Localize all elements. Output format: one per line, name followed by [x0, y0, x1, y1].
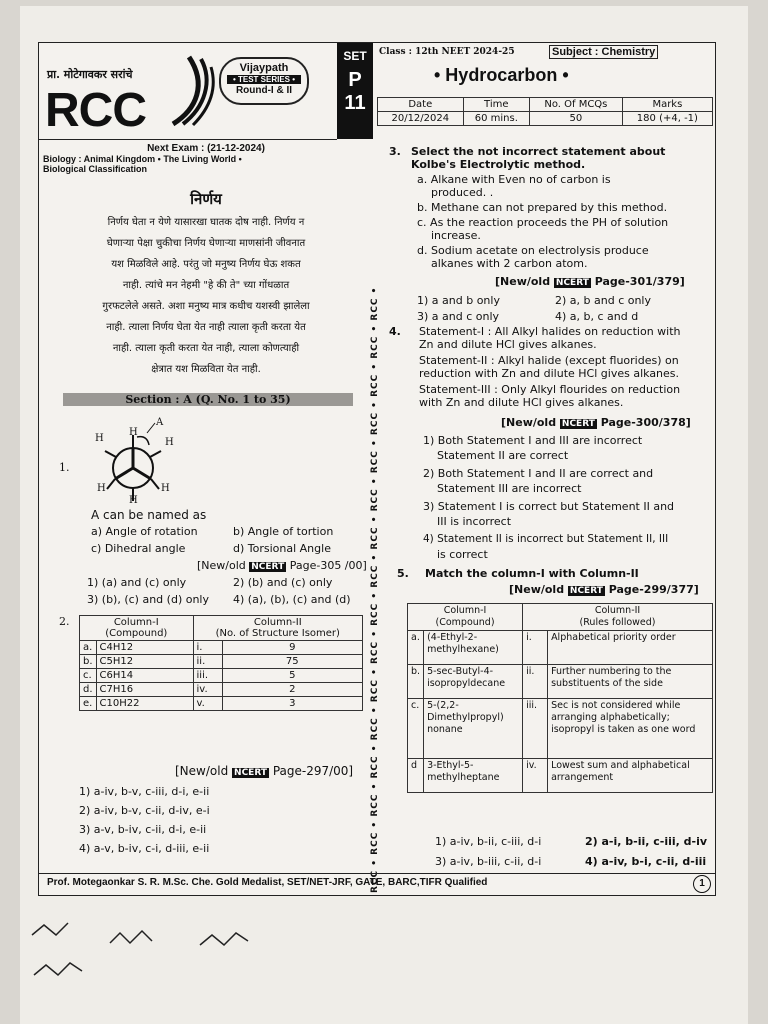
q1-option: c) Dihedral angle — [91, 542, 186, 555]
q1-answer: 3) (b), (c) and (d) only — [87, 593, 209, 606]
brand-logo: RCC — [45, 84, 146, 137]
newman-label-a: A — [156, 417, 164, 428]
q2-answer: 2) a-iv, b-v, c-ii, d-iv, e-i — [79, 804, 210, 817]
topic-title: • Hydrocarbon • — [434, 65, 569, 85]
q4-answer: Statement III are incorrect — [423, 482, 582, 495]
row-compound: C10H22 — [96, 697, 193, 711]
quote-title: निर्णय — [190, 190, 222, 208]
q1-option: b) Angle of tortion — [233, 525, 334, 538]
q5-col1-head — [408, 604, 523, 631]
quote-line: निर्णय घेता न येणे यासारखा घातक दोष नाही. निर्णय न — [107, 217, 305, 228]
info-mcqs: 50 — [530, 112, 623, 126]
q4-statement: Statement-II : Alkyl halide (except fluorides) on — [419, 354, 679, 367]
ncert-badge: NCERT — [555, 278, 589, 288]
row-letter: e. — [80, 697, 97, 711]
ncert-badge: NCERT — [234, 768, 267, 778]
table-row — [408, 699, 713, 759]
rcc-divider-strip: RCC • RCC • RCC • RCC • RCC • RCC • RCC • RCC • RCC • RCC • RCC • RCC • RCC • RCC • RCC • RCC • — [370, 286, 380, 893]
row-rule: Further numbering to the substituents of the side — [548, 665, 713, 699]
q4-answer: III is incorrect — [423, 515, 512, 528]
series-badge — [219, 57, 309, 105]
q2-col1-title: Column-I — [113, 617, 159, 628]
q1-answer: 2) (b) and (c) only — [233, 576, 333, 589]
q4-statement: with Zn and dilute HCl gives alkanes. — [419, 396, 624, 409]
row-letter: a. — [408, 631, 424, 665]
section-title: Section : A (Q. No. 1 to 35) — [63, 393, 353, 406]
q4-number: 4. — [389, 325, 401, 338]
q1-option: d) Torsional Angle — [233, 542, 331, 555]
info-marks: 180 (+4, -1) — [622, 112, 712, 126]
next-exam — [43, 143, 369, 174]
row-value: 5 — [222, 669, 362, 683]
q5-answer: 4) a-iv, b-i, c-ii, d-iii — [585, 855, 707, 868]
q5-col2-head — [523, 604, 713, 631]
q3-number: 3. — [389, 145, 401, 158]
row-compound: C7H16 — [96, 683, 193, 697]
q2-col2-head — [193, 616, 362, 641]
newman-label-h: H — [165, 437, 174, 448]
quote-block — [43, 189, 369, 380]
q4-answer: 3) Statement I is correct but Statement II and — [423, 500, 675, 513]
table-row — [80, 683, 363, 697]
newman-projection-diagram — [89, 413, 209, 513]
quote-line: नाही. त्यांचे मन नेहमी "हे की ते" च्या गोंधळात — [122, 280, 290, 291]
q3-answer: 2) a, b and c only — [555, 294, 652, 307]
row-roman: iii. — [523, 699, 548, 759]
q4-answer: is correct — [423, 548, 488, 561]
ncert-badge: NCERT — [569, 586, 603, 596]
next-exam-line2: Biological Classification — [43, 164, 148, 174]
q5-answer: 1) a-iv, b-ii, c-iii, d-i — [435, 835, 542, 848]
row-letter: d. — [80, 683, 97, 697]
set-number: 11 — [344, 92, 366, 114]
q3-stem: Kolbe's Electrolytic method. — [411, 158, 586, 171]
class-label: Class : 12th NEET 2024-25 — [379, 47, 515, 57]
row-letter: b. — [80, 655, 97, 669]
q4-statement: Zn and dilute HCl gives alkanes. — [419, 338, 597, 351]
row-compound: C6H14 — [96, 669, 193, 683]
row-roman: iv. — [193, 683, 222, 697]
quote-line: यश मिळविले आहे. परंतु जो मनुष्य निर्णय घेऊ शकत — [111, 259, 301, 270]
ncert-badge: NCERT — [561, 419, 595, 429]
series-round: Round-I & II — [235, 85, 293, 96]
q3-option: increase. — [417, 229, 481, 242]
q5-answer: 3) a-iv, b-iii, c-ii, d-i — [435, 855, 542, 868]
set-label: SET — [343, 49, 367, 63]
newman-label-h: H — [95, 433, 104, 444]
set-block — [337, 43, 373, 139]
ref-pre: [New/old — [197, 559, 246, 572]
row-value: 75 — [222, 655, 362, 669]
info-date: 20/12/2024 — [378, 112, 464, 126]
q2-col2-title: Column-II — [253, 617, 302, 628]
exam-info-table — [377, 97, 713, 126]
q2-answer: 4) a-v, b-iv, c-i, d-iii, e-ii — [79, 842, 210, 855]
row-compound: C4H12 — [96, 641, 193, 655]
q4-answer: 4) Statement II is incorrect but Statement II, III — [423, 533, 669, 545]
ref-pre: [New/old — [175, 764, 229, 778]
question-sheet — [38, 42, 716, 896]
info-time: 60 mins. — [463, 112, 529, 126]
q3-option: d. Sodium acetate on electrolysis produce — [417, 244, 649, 257]
row-letter: c. — [80, 669, 97, 683]
row-roman: ii. — [523, 665, 548, 699]
footer-text: Prof. Motegaonkar S. R. M.Sc. Che. Gold Medalist, SET/NET-JRF, GATE, BARC,TIFR Qualified — [47, 877, 488, 888]
newman-label-h: H — [161, 483, 170, 494]
row-roman: v. — [193, 697, 222, 711]
q1-answer: 1) (a) and (c) only — [87, 576, 187, 589]
table-row — [80, 655, 363, 669]
page-number: 1 — [693, 875, 711, 893]
ref-pre: [New/old — [501, 416, 557, 429]
ref-post: Page-305 /00] — [289, 559, 367, 572]
q3-stem: Select the not incorrect statement about — [411, 145, 666, 158]
ref-post: Page-301/379] — [594, 275, 685, 288]
quote-line: घेणाऱ्या पेक्षा चुकीचा निर्णय घेणाऱ्या माणसांनी जीवनात — [106, 238, 306, 249]
q5-number: 5. — [397, 567, 409, 580]
quote-line: नाही. त्याला कृती करता येत नाही, त्याला कोणत्याही — [112, 343, 300, 354]
next-exam-line1: Biology : Animal Kingdom • The Living World • — [43, 154, 242, 164]
row-letter: b. — [408, 665, 424, 699]
brand-marathi: प्रा. मोटेगावकर सरांचे — [47, 68, 133, 81]
q4-reference — [501, 416, 691, 432]
q5-stem: Match the column-I with Column-II — [425, 567, 639, 580]
ref-post: Page-300/378] — [600, 416, 691, 429]
info-head-mcqs: No. Of MCQs — [530, 98, 623, 112]
row-compound: C5H12 — [96, 655, 193, 669]
row-value: 2 — [222, 683, 362, 697]
row-roman: i. — [523, 631, 548, 665]
series-top: Vijaypath — [239, 62, 289, 74]
q2-col1-head — [80, 616, 194, 641]
q5-answer: 2) a-i, b-ii, c-iii, d-iv — [585, 835, 708, 848]
row-compound: 5-sec-Butyl-4-isopropyldecane — [424, 665, 523, 699]
ref-post: Page-299/377] — [608, 583, 699, 596]
q5-col1-title: Column-I — [443, 605, 487, 616]
row-compound: 5-(2,2-Dimethylpropyl) nonane — [424, 699, 523, 759]
q5-col2-sub: (Rules followed) — [579, 617, 656, 628]
q3-option: a. Alkane with Even no of carbon is — [417, 173, 611, 186]
footer-bar — [39, 873, 715, 894]
row-letter: c. — [408, 699, 424, 759]
q3-answer: 1) a and b only — [417, 294, 500, 307]
next-exam-title: Next Exam : (21-12-2024) — [147, 143, 265, 154]
q3-option: b. Methane can not prepared by this method. — [417, 201, 668, 214]
q2-col1-sub: (Compound) — [105, 628, 168, 639]
q1-number: 1. — [59, 461, 70, 474]
quote-line: गुरफटलेले असते. अशा मनुष्य मात्र कधीच यशस्वी झालेला — [102, 301, 310, 312]
info-head-marks: Marks — [622, 98, 712, 112]
q3-reference — [495, 275, 685, 291]
q1-option: a) Angle of rotation — [91, 525, 198, 538]
q2-col2-sub: (No. of Structure Isomer) — [215, 628, 340, 639]
row-rule: Lowest sum and alphabetical arrangement — [548, 759, 713, 793]
row-roman: iv. — [523, 759, 548, 793]
q2-table — [79, 615, 363, 711]
ncert-badge: NCERT — [251, 562, 285, 572]
q1-stem: A can be named as — [91, 508, 207, 522]
q5-col2-title: Column-II — [594, 605, 641, 616]
table-row — [408, 759, 713, 793]
ref-pre: [New/old — [495, 275, 551, 288]
q2-answer: 1) a-iv, b-v, c-iii, d-i, e-ii — [79, 785, 210, 798]
row-value: 9 — [222, 641, 362, 655]
row-roman: iii. — [193, 669, 222, 683]
q3-option: c. As the reaction proceeds the PH of solution — [417, 216, 669, 229]
newman-label-h: H — [129, 495, 138, 506]
set-letter: P — [348, 69, 362, 91]
table-row — [80, 641, 363, 655]
q4-answer: 1) Both Statement I and III are incorrect — [423, 434, 643, 447]
table-row — [408, 631, 713, 665]
q5-reference — [509, 583, 699, 599]
table-row — [80, 697, 363, 711]
series-mid: • TEST SERIES • — [227, 75, 301, 84]
q4-statement: Statement-I : All Alkyl halides on reduction with — [419, 325, 681, 338]
q4-statement: reduction with Zn and dilute HCl gives alkanes. — [419, 367, 680, 380]
row-rule: Sec is not considered while arranging alphabetically; isopropyl is taken as one word — [548, 699, 713, 759]
newman-label-h: H — [97, 483, 106, 494]
info-head-time: Time — [463, 98, 529, 112]
ref-post: Page-297/00] — [272, 764, 354, 778]
q4-answer: 2) Both Statement I and II are correct and — [423, 467, 654, 480]
row-letter: a. — [80, 641, 97, 655]
row-letter: d — [408, 759, 424, 793]
q3-option: produced. . — [417, 186, 494, 199]
row-roman: i. — [193, 641, 222, 655]
q2-reference — [175, 765, 353, 781]
row-compound: (4-Ethyl-2-methylhexane) — [424, 631, 523, 665]
q5-table — [407, 603, 713, 793]
brand-swoosh-icon — [167, 49, 217, 129]
brand-block — [39, 43, 337, 140]
q2-answer: 3) a-v, b-iv, c-ii, d-i, e-ii — [79, 823, 207, 836]
q3-option: alkanes with 2 carbon atom. — [417, 257, 588, 270]
q1-answer: 4) (a), (b), (c) and (d) — [233, 593, 351, 606]
quote-line: नाही. त्याला निर्णय घेता येत नाही त्याला कृती करता येत — [106, 322, 306, 333]
row-rule: Alphabetical priority order — [548, 631, 713, 665]
q4-statement: Statement-III : Only Alkyl flourides on reduction — [419, 383, 681, 396]
row-value: 3 — [222, 697, 362, 711]
q3-answer: 3) a and c only — [417, 310, 500, 323]
info-head-date: Date — [378, 98, 464, 112]
row-roman: ii. — [193, 655, 222, 669]
q5-col1-sub: (Compound) — [435, 617, 495, 628]
q2-number: 2. — [59, 615, 70, 628]
handwritten-skeletal-sketch — [30, 915, 280, 985]
q3-answer: 4) a, b, c and d — [555, 310, 639, 323]
table-row — [408, 665, 713, 699]
quote-line: क्षेत्रात यश मिळविता येत नाही. — [151, 364, 261, 375]
row-compound: 3-Ethyl-5-methylheptane — [424, 759, 523, 793]
newman-label-h: H — [129, 427, 138, 438]
subject-label: Subject : Chemistry — [549, 45, 658, 59]
q4-answer: Statement II are correct — [423, 449, 569, 462]
ref-pre: [New/old — [509, 583, 565, 596]
q1-reference — [197, 559, 367, 575]
table-row — [80, 669, 363, 683]
